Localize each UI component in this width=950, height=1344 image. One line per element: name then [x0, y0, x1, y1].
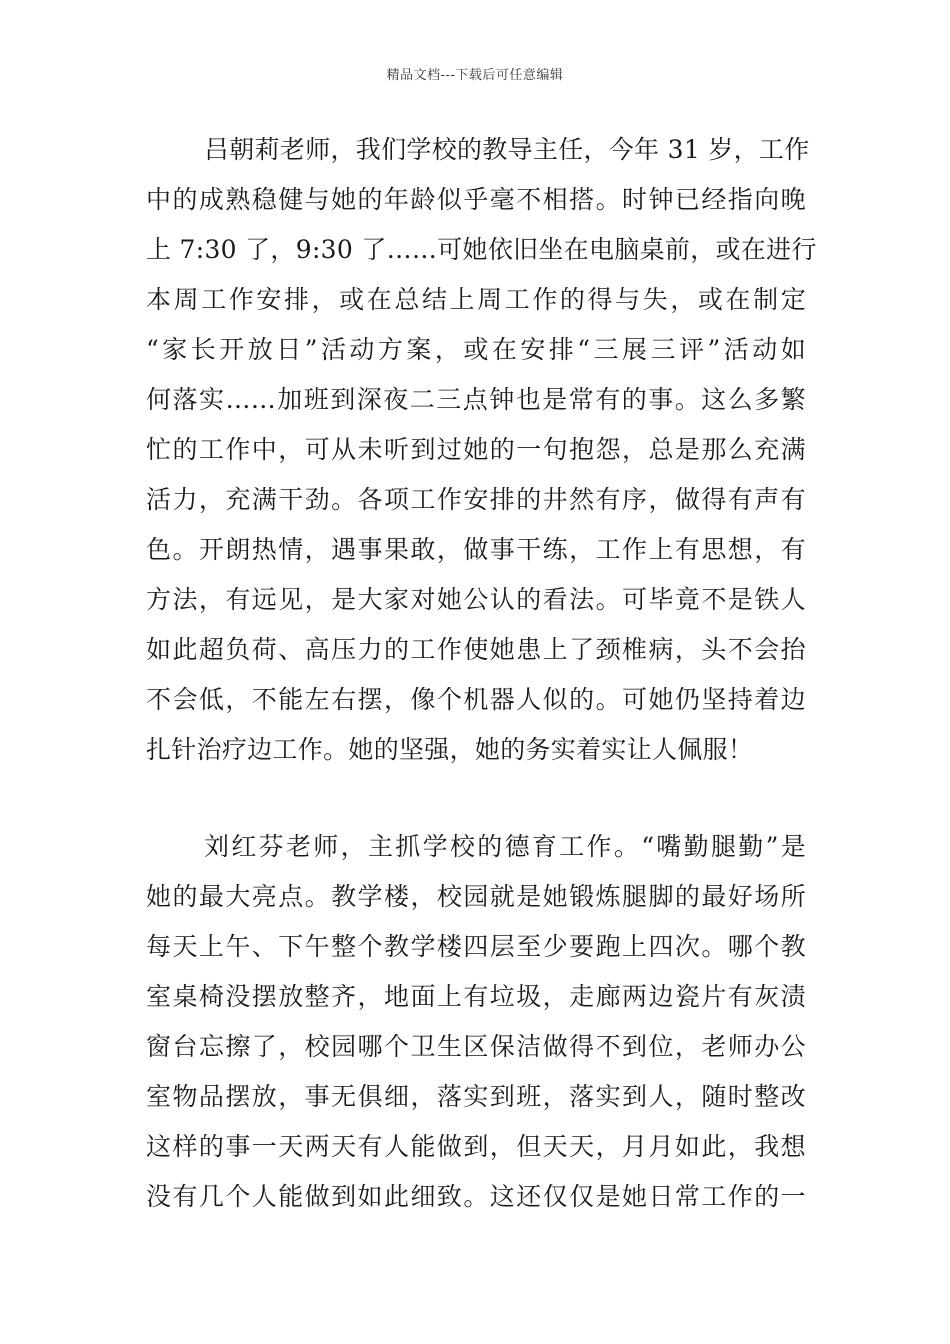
text-line: 忙的工作中，可从未听到过她的一句抱怨，总是那么充满: [146, 435, 806, 464]
text-line: “家长开放日”活动方案，或在安排“三展三评”活动如: [146, 335, 806, 364]
text-line: 每天上午、下午整个教学楼四层至少要跑上四次。哪个教: [146, 932, 806, 961]
text-line: 她的最大亮点。教学楼，校园就是她锻炼腿脚的最好场所: [146, 882, 806, 911]
text-line: 本周工作安排，或在总结上周工作的得与失，或在制定: [146, 285, 806, 314]
text-line: 室桌椅没摆放整齐，地面上有垃圾，走廊两边瓷片有灰渍: [146, 982, 806, 1011]
text-line: 这样的事一天两天有人能做到，但天天，月月如此，我想: [146, 1132, 806, 1161]
text-line: 扎针治疗边工作。她的坚强，她的务实着实让人佩服！: [146, 735, 754, 764]
text-line: 不会低，不能左右摆，像个机器人似的。可她仍坚持着边: [146, 685, 806, 714]
text-line: 刘红芬老师，主抓学校的德育工作。“嘴勤腿勤”是: [204, 832, 806, 861]
text-line: 何落实……加班到深夜二三点钟也是常有的事。这么多繁: [146, 385, 806, 414]
text-line: 色。开朗热情，遇事果敢，做事干练，工作上有思想，有: [146, 535, 806, 564]
text-line: 如此超负荷、高压力的工作使她患上了颈椎病，头不会抬: [146, 635, 806, 664]
text-line: 上 7:30 了，9:30 了……可她依旧坐在电脑桌前，或在进行: [146, 235, 817, 264]
paragraph-liu-hongfen: [146, 822, 806, 1222]
text-line: 没有几个人能做到如此细致。这还仅仅是她日常工作的一: [146, 1182, 806, 1211]
text-line: 活力，充满干劲。各项工作安排的井然有序，做得有声有: [146, 485, 806, 514]
text-line: 吕朝莉老师，我们学校的教导主任，今年 31 岁，工作: [204, 135, 810, 164]
text-line: 窗台忘擦了，校园哪个卫生区保洁做得不到位，老师办公: [146, 1032, 806, 1061]
paragraph-lv-chaoli: [146, 125, 817, 775]
text-line: 中的成熟稳健与她的年龄似乎毫不相搭。时钟已经指向晚: [146, 185, 806, 214]
text-line: 室物品摆放，事无俱细，落实到班，落实到人，随时整改: [146, 1082, 806, 1111]
page-header: 精品文档---下载后可任意编辑: [386, 68, 564, 83]
text-line: 方法，有远见，是大家对她公认的看法。可毕竟不是铁人: [146, 585, 806, 614]
